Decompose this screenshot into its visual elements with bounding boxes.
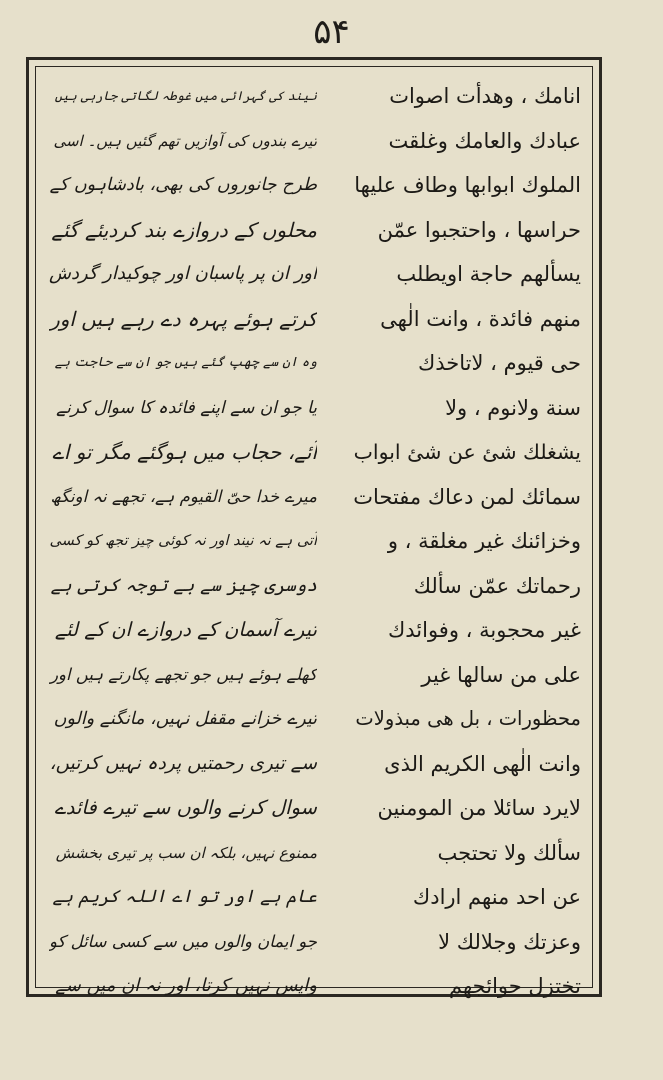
urdu-line: جو ایمان والوں میں سے کسی سائل کو [49, 931, 317, 951]
arabic-line: وعزتك وجلالك لا [438, 929, 581, 954]
arabic-line: سألك ولا تحتجب [437, 840, 581, 865]
arabic-line: منهم فائدة ، وانت الٰهى [380, 306, 581, 331]
urdu-line: تیرے بندوں کی آوازیں تھم گئیں ہیں۔ اسی [53, 131, 317, 150]
arabic-line: حراسها ، واحتجبوا عمّن [377, 217, 581, 242]
urdu-line: واپس نہیں کرتا، اور نہ ان میں سے [55, 975, 317, 996]
urdu-line: وہ ان سے چھپ گئے ہیں جو ان سے حاجت ہے [54, 355, 317, 370]
urdu-line: عام ہے اور تو اے اللہ کریم ہے [52, 887, 317, 907]
arabic-line: لايرد سائلا من المومنين [377, 796, 581, 820]
urdu-line: نیند کی گہرائی میں غوطہ لگاتی جارہی ہیں [54, 88, 317, 103]
arabic-line: وانت الٰهى الكريم الذى [384, 751, 581, 776]
arabic-line: غير محجوبة ، وفوائدك [387, 618, 581, 642]
arabic-line: حى قيوم ، لاتاخذك [417, 351, 581, 375]
arabic-line: رحماتك عمّن سألك [413, 573, 581, 598]
urdu-line: سے تیری رحمتیں پردہ نہیں کرتیں، [49, 752, 317, 774]
urdu-line: دوسری چیز سے بے توجہ کرتی ہے [50, 574, 317, 596]
arabic-line: محظورات ، بل هى مبذولات [355, 707, 581, 730]
arabic-line: عبادك والعامك وغلقت [388, 128, 581, 153]
arabic-line: عن احد منهم ارادك [412, 885, 581, 909]
arabic-line: تختزل حوائجهم [449, 974, 581, 998]
urdu-line: سوال کرنے والوں سے تیرے فائدے [54, 796, 317, 819]
urdu-line: محلوں کے دروازے بند کردیئے گئے [51, 217, 317, 242]
urdu-line: تیرے آسمان کے دروازے ان کے لئے [54, 618, 317, 641]
arabic-line: وخزائنك غير مغلقة ، و [387, 529, 581, 553]
urdu-line: تیرے خزانے مقفل نہیں، مانگنے والوں [53, 709, 317, 729]
arabic-line: سنة ولانوم ، ولا [445, 395, 581, 420]
arabic-column [351, 74, 581, 998]
text-frame [26, 57, 602, 997]
urdu-line: ممنوع نہیں، بلکہ ان سب پر تیری بخشش [55, 843, 317, 862]
arabic-line: سمائك لمن دعاك مفتحات [353, 484, 581, 509]
urdu-line: آئے، حجاب میں ہوگئے مگر تو اے [52, 440, 317, 464]
page-number: ۵۴ [313, 12, 350, 52]
urdu-column [49, 74, 317, 996]
urdu-line: طرح جانوروں کی بھی، بادشاہوں کے [49, 175, 317, 195]
arabic-line: الملوك ابوابها وطاف عليها [354, 173, 581, 197]
urdu-line: آتی ہے نہ نیند اور نہ کوئی چیز تجھ کو کسی [49, 533, 317, 549]
arabic-line: يشغلك شئ عن شئ ابواب [353, 440, 581, 464]
arabic-line: على من سالها غير [421, 662, 581, 687]
urdu-line: میرے خدا حیّ القیوم ہے، تجھے نہ اونگھ [50, 486, 317, 506]
arabic-line: يسألهم حاجة اويطلب [396, 262, 581, 286]
arabic-line: انامك ، وهدأت اصوات [389, 84, 581, 108]
urdu-line: کرتے ہوئے پہرہ دے رہے ہیں اور [50, 306, 317, 331]
urdu-line: کھلے ہوئے ہیں جو تجھے پکارتے ہیں اور [50, 664, 317, 684]
urdu-line: یا جو ان سے اپنے فائدہ کا سوال کرنے [56, 397, 317, 418]
urdu-line: اور ان پر پاسبان اور چوکیدار گردش [49, 263, 317, 284]
